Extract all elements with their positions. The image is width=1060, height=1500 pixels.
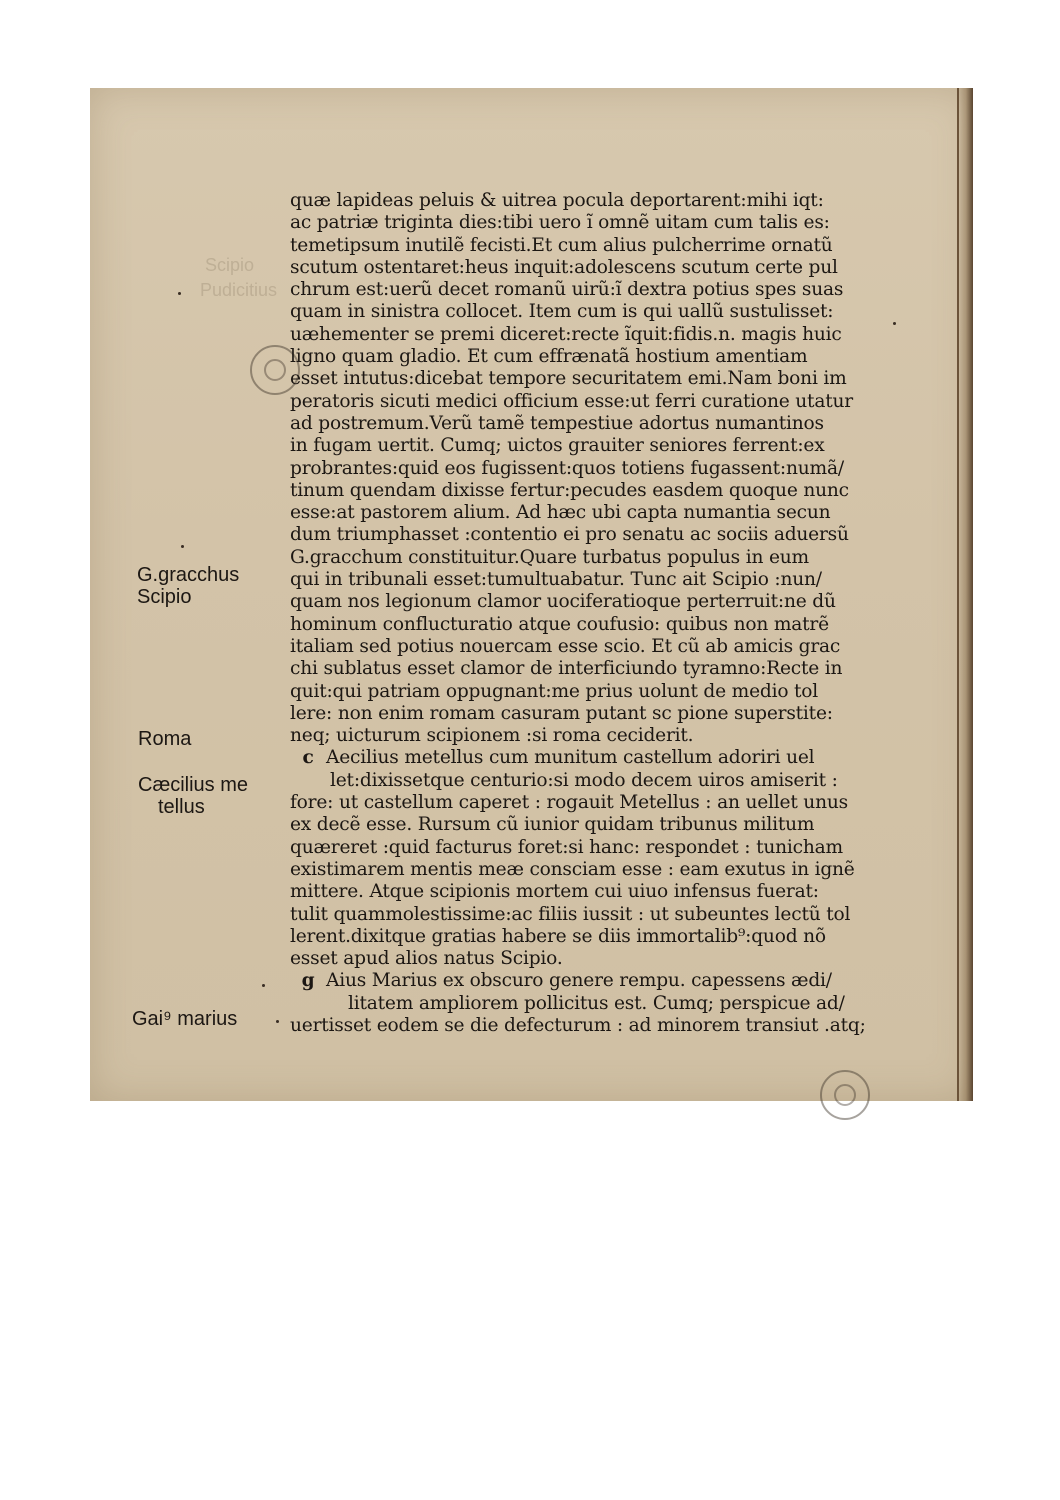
text-line: tinum quendam dixisse fertur:pecudes easdem quoque nunc: [290, 479, 849, 501]
text-line: quam in sinistra collocet. Item cum is qui uallũ sustulisset:: [290, 301, 834, 323]
margin-note-roma: [138, 728, 191, 750]
text-line: esset apud alios natus Scipio.: [290, 948, 563, 970]
text-line: quæreret :quid facturus foret:si hanc: respondet : tunicham: [290, 836, 843, 858]
text-line: quæ lapideas peluis & uitrea pocula deportarent:mihi iqt:: [290, 190, 824, 211]
ink-speck: [178, 292, 181, 295]
margin-note-line: Scipio: [137, 586, 192, 608]
margin-note-line: Gai⁹ marius: [132, 1008, 238, 1030]
page-gutter-line: [957, 88, 959, 1101]
text-line: let:dixissetque centurio:si modo decem uiros amiserit :: [330, 769, 838, 791]
text-line: litatem ampliorem pollicitus est. Cumq; perspicue ad/: [348, 992, 845, 1014]
text-line: ligno quam gladio. Et cum effrænatã hostium amentiam: [290, 346, 808, 368]
text-line: tulit quammolestissime:ac filiis iussit : ut subeuntes lectũ tol: [290, 903, 851, 925]
text-line: ad postremum.Verũ tamẽ tempestiue adortus numantinos: [290, 412, 824, 434]
text-line: esset intutus:dicebat tempore securitatem emi.Nam boni im: [290, 368, 847, 390]
show-through-text: Scipio: [205, 255, 255, 275]
text-line: esse:at pastorem alium. Ad hæc ubi capta numantia secun: [290, 502, 831, 524]
text-line: hominum conflucturatio atque coufusio: quibus non matrẽ: [290, 613, 829, 635]
text-line: peratoris sicuti medici officium esse:ut ferri curatione utatur: [290, 390, 853, 412]
margin-note-line: Roma: [138, 728, 192, 750]
margin-note-line: G.gracchus: [137, 564, 240, 586]
text-line: neq; uicturum scipionem :si roma ceciderit.: [290, 725, 694, 747]
text-line: uertisset eodem se die defecturum : ad minorem transiut .atq;: [290, 1014, 866, 1036]
text-line: ex decẽ esse. Rursum cũ iunior quidam tribunus militum: [290, 814, 815, 836]
text-line: in fugam uertit. Cumq; uictos grauiter seniores ferrent:ex: [290, 435, 825, 457]
text-line: temetipsum inutilẽ fecisti.Et cum alius pulcherrime ornatũ: [290, 234, 833, 256]
main-text-block: [290, 190, 890, 1037]
margin-note-gaius: [132, 1008, 237, 1030]
ink-speck: [262, 984, 265, 987]
text-line: uæhementer se premi diceret:recte ĩquit:fidis.n. magis huic: [290, 323, 842, 345]
text-line: chi sublatus esset clamor de interficiundo tyramno:Recte in: [290, 658, 843, 680]
text-line: lere: non enim romam casuram putant sc pione superstite:: [290, 702, 833, 724]
text-line: chrum est:uerũ decet romanũ uirũ:ĩ dextra potius spes suas: [290, 279, 844, 301]
margin-note-caecilius: [138, 774, 248, 818]
text-line: qui in tribunali esset:tumultuabatur. Tunc ait Scipio :nun/: [290, 569, 822, 591]
text-line: G.gracchum constituitur.Quare turbatus populus in eum: [290, 546, 809, 568]
text-line: italiam sed potius nouercam esse scio. Et cũ ab amicis grac: [290, 635, 841, 657]
text-line: ac patriæ triginta dies:tibi uero ĩ omnẽ uitam cum talis es:: [290, 212, 830, 234]
text-line-drop-c: [290, 747, 890, 769]
page-edge-shadow: [957, 88, 973, 1101]
text-line: probrantes:quid eos fugissent:quos totiens fugassent:numã/: [290, 457, 844, 479]
text-line: lerent.dixitque gratias habere se diis immortalib⁹:quod nõ: [290, 925, 826, 947]
text-line: dum triumphasset :contentio ei pro senatu ac sociis aduersũ: [290, 524, 849, 546]
text-line: quam nos legionum clamor uociferatioque perterruit:ne dũ: [290, 591, 836, 613]
text-line: Aecilius metellus cum munitum castellum adoriri uel: [326, 747, 815, 769]
text-line: Aius Marius ex obscuro genere rempu. capessens ædi/: [326, 970, 832, 992]
margin-note-line: tellus: [158, 796, 205, 818]
ink-speck: [893, 322, 896, 325]
library-stamp: [820, 1070, 870, 1120]
text-line: quit:qui patriam oppugnant:me prius uolunt de medio tol: [290, 680, 819, 702]
margin-note-line: Cæcilius me: [138, 774, 249, 796]
text-line: mittere. Atque scipionis mortem cui uiuo infensus fuerat:: [290, 881, 819, 903]
text-line: scutum ostentaret:heus inquit:adolescens scutum certe pul: [290, 256, 838, 278]
ink-speck: [181, 545, 184, 548]
show-through-text: Pudicitius: [200, 280, 278, 300]
text-line: existimarem mentis meæ consciam esse : eam exutus in ignẽ: [290, 858, 855, 880]
text-line-drop-g: [290, 970, 890, 992]
margin-note-gracchus: [137, 564, 239, 608]
drop-letter-c: c: [302, 747, 314, 769]
text-line: fore: ut castellum caperet : rogauit Metellus : an uellet unus: [290, 792, 848, 814]
drop-letter-g: g: [301, 970, 315, 992]
ink-speck: [276, 1020, 279, 1023]
